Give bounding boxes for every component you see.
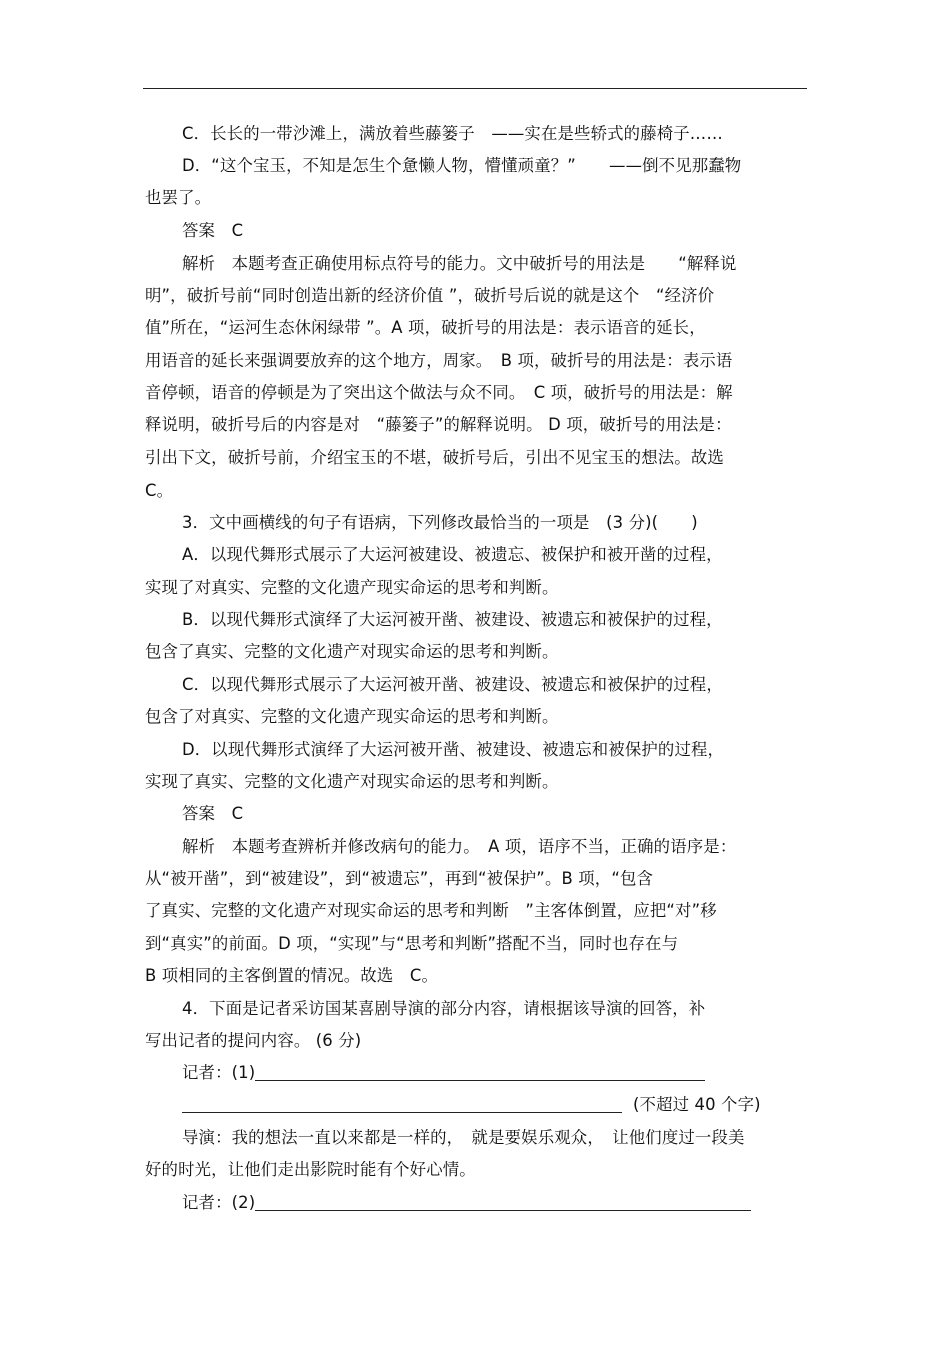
answer-2: 答案 C xyxy=(182,221,244,240)
answer-blank-1-continued[interactable] xyxy=(182,1112,622,1113)
q3-option-c-line-1: C．以现代舞形式展示了大运河被开凿、被建设、被遗忘和被保护的过程， xyxy=(182,675,723,694)
analysis-2-line-2: 明”，破折号前“同时创造出新的经济价值 ”，破折号后说的就是这个 “经济价 xyxy=(145,286,715,305)
q3-option-b-line-2: 包含了真实、完整的文化遗产对现实命运的思考和判断。 xyxy=(145,642,559,661)
analysis-3-line-4: 到“真实”的前面。D 项，“实现”与“思考和判断”搭配不当，同时也存在与 xyxy=(145,934,679,953)
director-answer-line-1: 导演：我的想法一直以来都是一样的， 就是要娱乐观众， 让他们度过一段美 xyxy=(182,1128,745,1147)
option-d-line: D．“这个宝玉，不知是怎生个惫懒人物，懵懂顽童？” ——倒不见那蠢物 xyxy=(182,156,742,175)
q3-option-d-line-1: D．以现代舞形式演绎了大运河被开凿、被建设、被遗忘和被保护的过程， xyxy=(182,740,725,759)
reporter-question-1 xyxy=(182,1062,807,1084)
reporter-label-1: 记者：(1) xyxy=(182,1063,256,1082)
answer-blank-1[interactable] xyxy=(255,1064,705,1081)
option-c-line: C．长长的一带沙滩上，满放着些藤篓子 ——实在是些轿式的藤椅子…… xyxy=(182,124,723,143)
answer-blank-2[interactable] xyxy=(255,1194,751,1211)
analysis-3-line-3: 了真实、完整的文化遗产对现实命运的思考和判断 ”主客体倒置，应把“对”移 xyxy=(145,901,717,920)
q3-option-c-line-2: 包含了对真实、完整的文化遗产现实命运的思考和判断。 xyxy=(145,707,559,726)
question-4-line-1: 4．下面是记者采访国某喜剧导演的部分内容，请根据该导演的回答，补 xyxy=(182,999,706,1018)
question-3: 3．文中画横线的句子有语病，下列修改最恰当的一项是 (3 分)( ) xyxy=(182,513,698,532)
analysis-2-line-3: 值”所在，“运河生态休闲绿带 ”。A 项，破折号的用法是：表示语音的延长， xyxy=(145,318,706,337)
analysis-2-line-6: 释说明，破折号后的内容是对 “藤篓子”的解释说明。 D 项，破折号的用法是： xyxy=(145,415,732,434)
reporter-label-2: 记者：(2) xyxy=(182,1193,256,1212)
q3-option-a-line-2: 实现了对真实、完整的文化遗产现实命运的思考和判断。 xyxy=(145,578,559,597)
analysis-2-line-7: 引出下文，破折号前，介绍宝玉的不堪，破折号后，引出不见宝玉的想法。故选 xyxy=(145,448,724,467)
director-answer-line-2: 好的时光，让他们走出影院时能有个好心情。 xyxy=(145,1160,476,1179)
analysis-3-line-5: B 项相同的主客倒置的情况。故选 C。 xyxy=(145,966,438,985)
analysis-3-line-2: 从“被开凿”，到“被建设”，到“被遗忘”，再到“被保护”。B 项，“包含 xyxy=(145,869,654,888)
question-4-line-2: 写出记者的提问内容。 (6 分) xyxy=(145,1031,362,1050)
answer-3: 答案 C xyxy=(182,804,244,823)
analysis-2-line-4: 用语音的延长来强调要放弃的这个地方，周家。 B 项，破折号的用法是：表示语 xyxy=(145,351,733,370)
reporter-question-2 xyxy=(182,1192,807,1214)
word-limit-note: (不超过 40 个字) xyxy=(633,1095,761,1114)
analysis-2-line-1: 解析 本题考查正确使用标点符号的能力。文中破折号的用法是 “解释说 xyxy=(182,254,737,273)
q3-option-a-line-1: A．以现代舞形式展示了大运河被建设、被遗忘、被保护和被开凿的过程， xyxy=(182,545,723,564)
analysis-2-line-5: 音停顿，语音的停顿是为了突出这个做法与众不同。 C 项，破折号的用法是：解 xyxy=(145,383,733,402)
analysis-2-line-8: C。 xyxy=(145,481,174,500)
q3-option-d-line-2: 实现了真实、完整的文化遗产对现实命运的思考和判断。 xyxy=(145,772,559,791)
header-rule xyxy=(143,88,807,89)
q3-option-b-line-1: B．以现代舞形式演绎了大运河被开凿、被建设、被遗忘和被保护的过程， xyxy=(182,610,723,629)
analysis-3-line-1: 解析 本题考查辨析并修改病句的能力。 A 项，语序不当，正确的语序是： xyxy=(182,837,737,856)
option-d-continuation: 也罢了。 xyxy=(145,188,212,207)
